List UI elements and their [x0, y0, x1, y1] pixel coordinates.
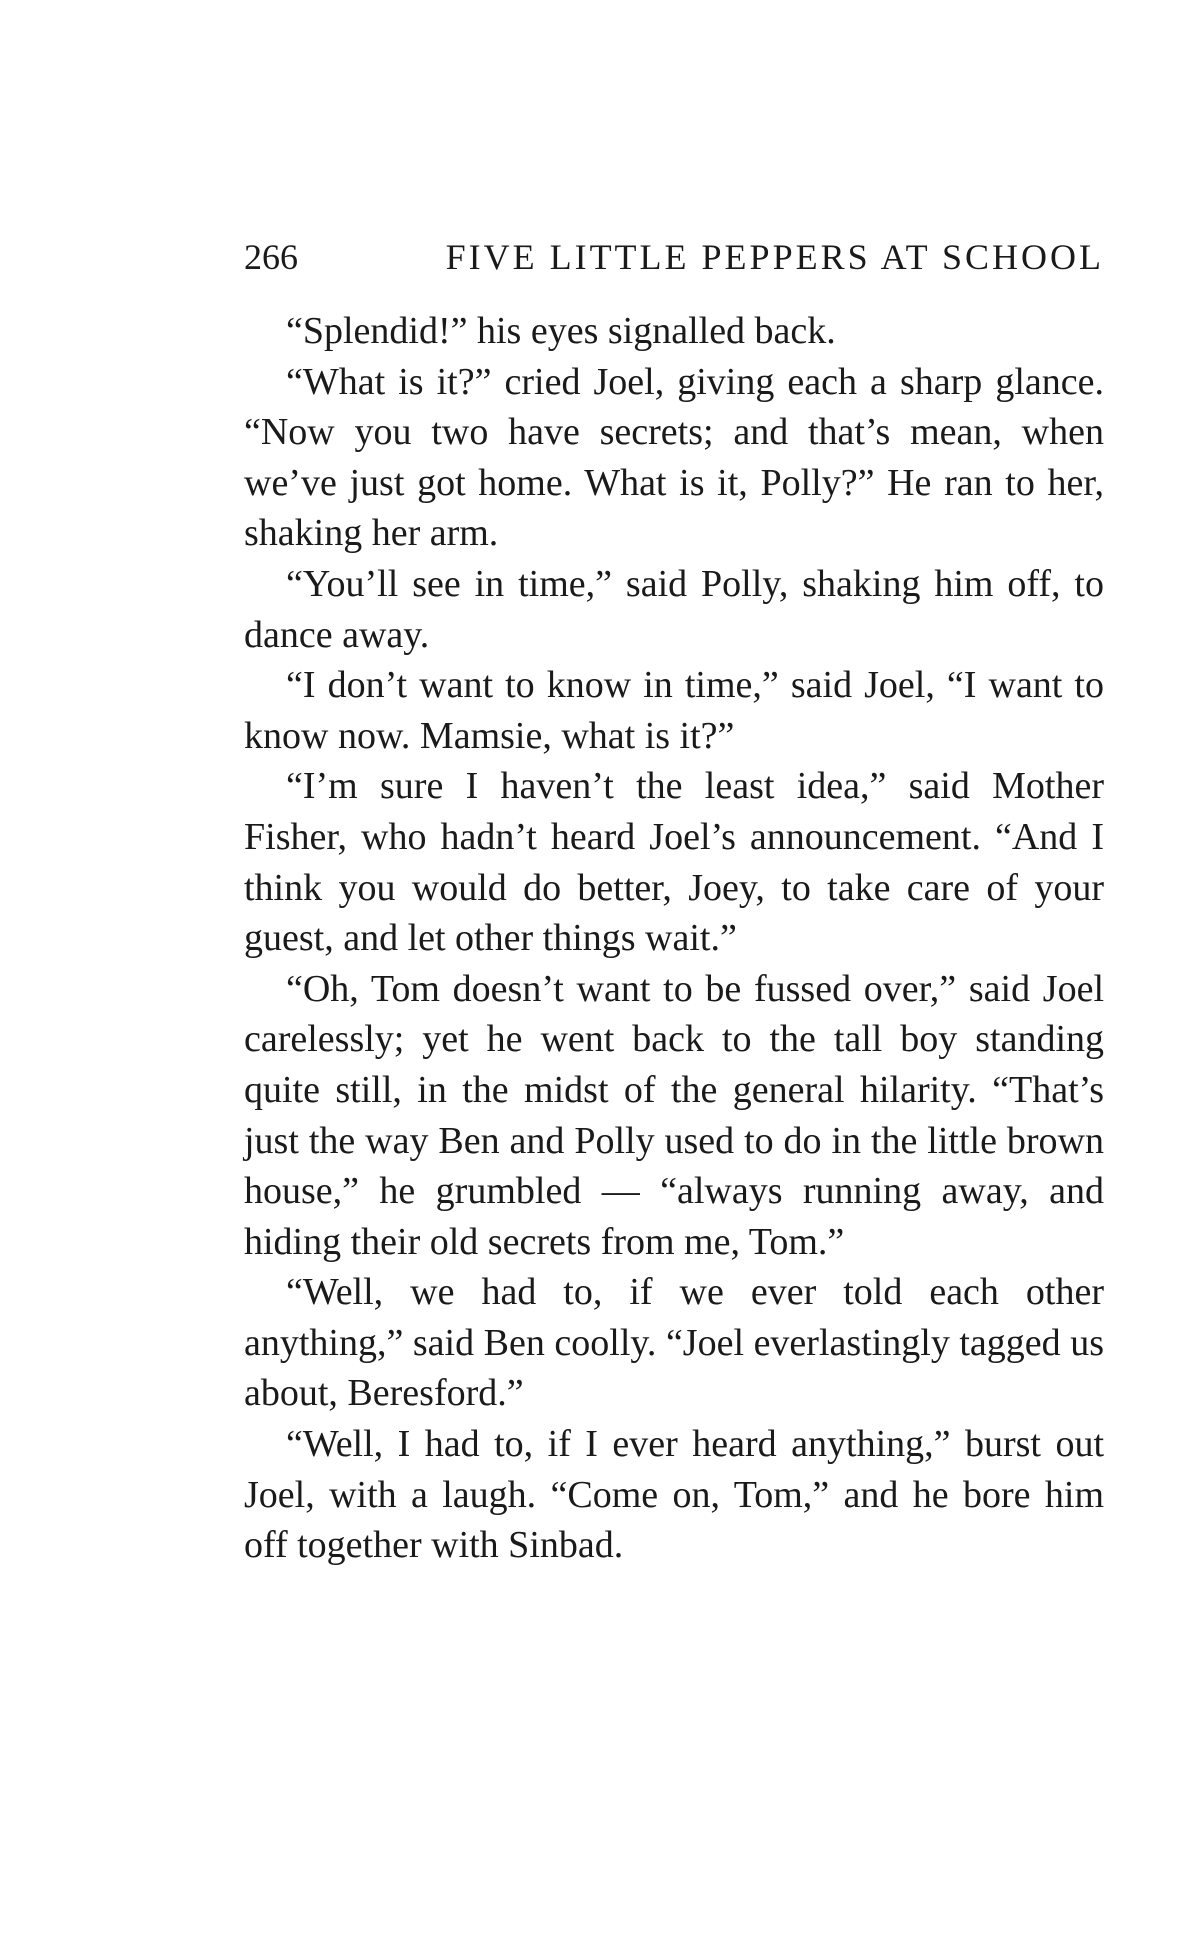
- book-page: [244, 236, 1104, 1571]
- running-title: FIVE LITTLE PEPPERS AT SCHOOL: [445, 237, 1104, 277]
- paragraph: “Well, we had to, if we ever told each other anything,” said Ben coolly. “Joel everlastingly tagged us about, Beresford.”: [244, 1271, 1104, 1415]
- paragraph: “Well, I had to, if I ever heard anything,” burst out Joel, with a laugh. “Come on, Tom,” and he bore him off together with Sinbad.: [244, 1423, 1104, 1567]
- paragraph: “You’ll see in time,” said Polly, shaking him off, to dance away.: [244, 562, 1104, 656]
- running-head: [244, 236, 1104, 278]
- paragraph: “I don’t want to know in time,” said Joel, “I want to know now. Mamsie, what is it?”: [244, 664, 1104, 757]
- paragraph: “Oh, Tom doesn’t want to be fussed over,” said Joel carelessly; yet he went back to the tall boy standing quite still, in the midst of the general hilarity. “That’s just the way Ben and Polly used to do in the little brown house,” he grumbled — “always running away, and hiding their old secrets from me, Tom.”: [244, 967, 1104, 1263]
- paragraph: “Splendid!” his eyes signalled back.: [286, 310, 836, 352]
- paragraph: “What is it?” cried Joel, giving each a sharp glance. “Now you two have secrets; and that’s mean, when we’ve just got home. What is it, Polly?” He ran to her, shaking her arm.: [244, 360, 1104, 555]
- body-text: [244, 306, 1104, 1571]
- page-number: 266: [244, 237, 298, 277]
- paragraph: “I’m sure I haven’t the least idea,” said Mother Fisher, who hadn’t heard Joel’s announcement. “And I think you would do better, Joey, to take care of your guest, and let other things wait.”: [244, 765, 1104, 960]
